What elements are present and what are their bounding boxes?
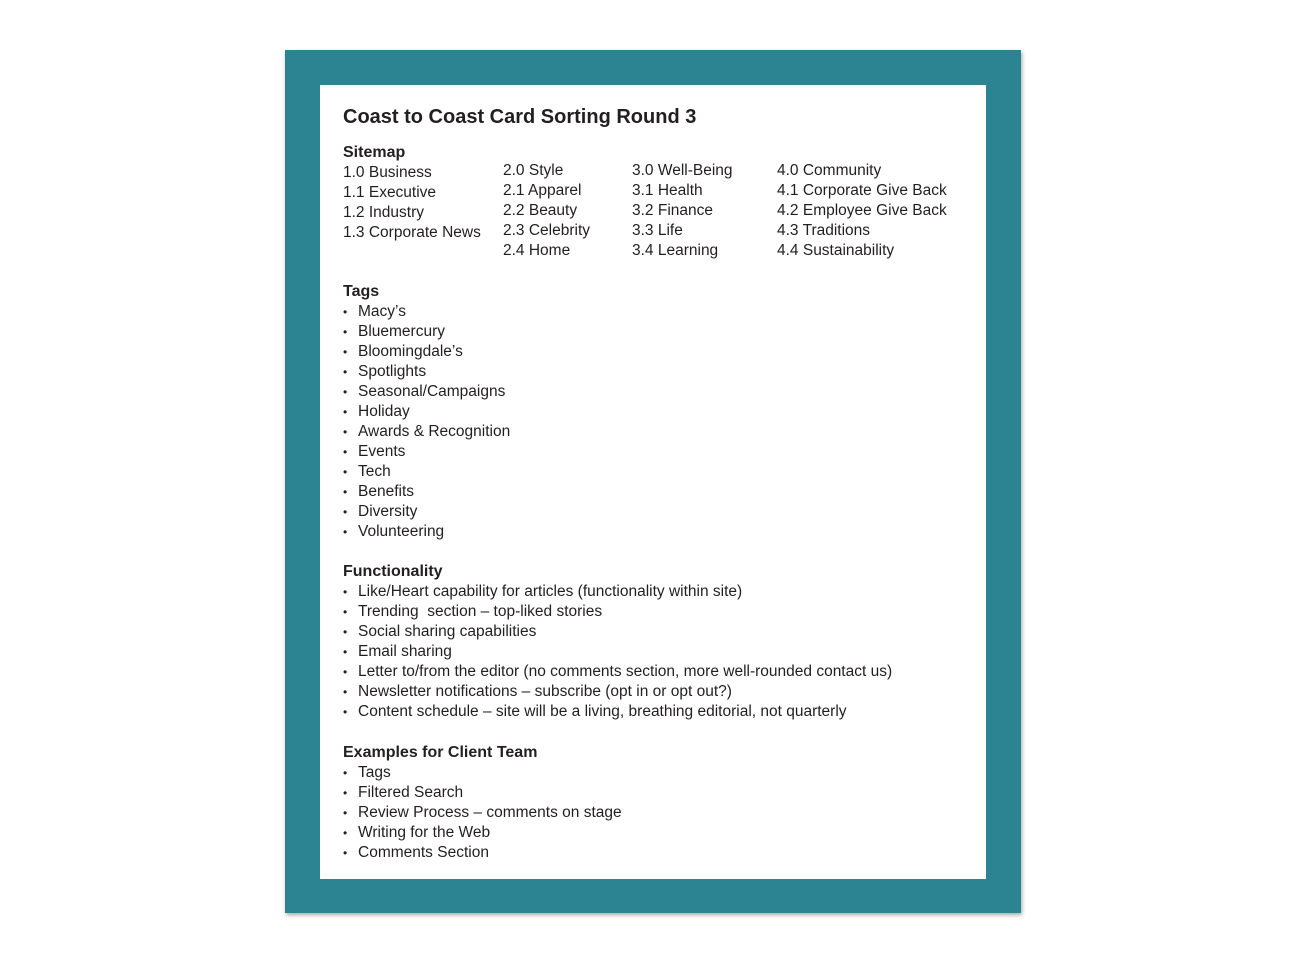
sitemap-column-business — [343, 163, 481, 243]
sitemap-heading: Sitemap — [343, 144, 406, 161]
bullet-icon: • — [343, 605, 348, 619]
list-item-text: Macy’s — [358, 303, 406, 320]
tags-list — [343, 302, 510, 542]
list-item-text: Letter to/from the editor (no comments section, more well-rounded contact us) — [358, 663, 893, 680]
sitemap-item: 4.1 Corporate Give Back — [777, 182, 947, 199]
sitemap-item: 1.3 Corporate News — [343, 224, 481, 241]
list-item — [343, 362, 510, 382]
list-item — [343, 783, 622, 803]
list-item — [343, 682, 892, 702]
list-item-text: Like/Heart capability for articles (functionality within site) — [358, 583, 743, 600]
bullet-icon: • — [343, 505, 348, 519]
list-item — [343, 422, 510, 442]
list-item — [343, 823, 622, 843]
list-item-text: Content schedule – site will be a living, breathing editorial, not quarterly — [358, 703, 847, 720]
bullet-icon: • — [343, 625, 348, 639]
list-item — [343, 662, 892, 682]
sitemap-item: 2.0 Style — [503, 162, 564, 179]
sitemap-item: 2.4 Home — [503, 242, 571, 259]
sitemap-column-style — [503, 161, 590, 261]
bullet-icon: • — [343, 786, 348, 800]
list-item-text: Social sharing capabilities — [358, 623, 537, 640]
tags-heading: Tags — [343, 283, 380, 300]
bullet-icon: • — [343, 645, 348, 659]
sitemap-item: 1.0 Business — [343, 164, 432, 181]
list-item-text: Events — [358, 443, 406, 460]
list-item-text: Newsletter notifications – subscribe (opt in or opt out?) — [358, 683, 732, 700]
examples-heading: Examples for Client Team — [343, 744, 538, 761]
list-item-text: Volunteering — [358, 523, 445, 540]
list-item-text: Trending section – top-liked stories — [358, 603, 603, 620]
bullet-icon: • — [343, 685, 348, 699]
bullet-icon: • — [343, 806, 348, 820]
functionality-heading: Functionality — [343, 563, 443, 580]
list-item-text: Bloomingdale’s — [358, 343, 463, 360]
list-item-text: Tech — [358, 463, 391, 480]
list-item — [343, 702, 892, 722]
list-item — [343, 342, 510, 362]
sitemap-item: 3.4 Learning — [632, 242, 719, 259]
document-page — [320, 85, 986, 879]
list-item-text: Diversity — [358, 503, 418, 520]
document-title: Coast to Coast Card Sorting Round 3 — [343, 106, 697, 128]
list-item-text: Tags — [358, 764, 391, 781]
bullet-icon: • — [343, 705, 348, 719]
examples-list — [343, 763, 622, 863]
bullet-icon: • — [343, 345, 348, 359]
list-item-text: Email sharing — [358, 643, 452, 660]
sitemap-item: 1.2 Industry — [343, 204, 424, 221]
bullet-icon: • — [343, 665, 348, 679]
sitemap-item: 3.3 Life — [632, 222, 683, 239]
bullet-icon: • — [343, 405, 348, 419]
sitemap-item: 1.1 Executive — [343, 184, 437, 201]
sitemap-item: 3.0 Well-Being — [632, 162, 733, 179]
list-item-text: Awards & Recognition — [358, 423, 511, 440]
list-item — [343, 622, 892, 642]
list-item — [343, 522, 510, 542]
sitemap-item: 4.0 Community — [777, 162, 882, 179]
bullet-icon: • — [343, 445, 348, 459]
bullet-icon: • — [343, 585, 348, 599]
document-frame — [285, 50, 1021, 913]
list-item — [343, 382, 510, 402]
list-item — [343, 602, 892, 622]
bullet-icon: • — [343, 485, 348, 499]
bullet-icon: • — [343, 365, 348, 379]
list-item-text: Review Process – comments on stage — [358, 804, 622, 821]
bullet-icon: • — [343, 425, 348, 439]
list-item-text: Writing for the Web — [358, 824, 491, 841]
sitemap-item: 4.2 Employee Give Back — [777, 202, 947, 219]
bullet-icon: • — [343, 305, 348, 319]
bullet-icon: • — [343, 525, 348, 539]
list-item-text: Spotlights — [358, 363, 427, 380]
list-item — [343, 402, 510, 422]
sitemap-column-community — [777, 161, 947, 261]
list-item — [343, 763, 622, 783]
sitemap-item: 2.1 Apparel — [503, 182, 582, 199]
bullet-icon: • — [343, 826, 348, 840]
bullet-icon: • — [343, 385, 348, 399]
list-item — [343, 502, 510, 522]
list-item-text: Benefits — [358, 483, 415, 500]
functionality-list — [343, 582, 892, 722]
list-item — [343, 843, 622, 863]
bullet-icon: • — [343, 465, 348, 479]
bullet-icon: • — [343, 766, 348, 780]
sitemap-item: 2.3 Celebrity — [503, 222, 591, 239]
list-item — [343, 582, 892, 602]
list-item-text: Holiday — [358, 403, 410, 420]
sitemap-item: 4.3 Traditions — [777, 222, 871, 239]
sitemap-item: 3.1 Health — [632, 182, 703, 199]
sitemap-item: 2.2 Beauty — [503, 202, 578, 219]
list-item-text: Seasonal/Campaigns — [358, 383, 506, 400]
list-item — [343, 442, 510, 462]
sitemap-column-well-being — [632, 161, 733, 261]
sitemap-item: 3.2 Finance — [632, 202, 713, 219]
sitemap-item: 4.4 Sustainability — [777, 242, 895, 259]
list-item — [343, 642, 892, 662]
list-item — [343, 462, 510, 482]
list-item — [343, 322, 510, 342]
list-item — [343, 803, 622, 823]
list-item-text: Filtered Search — [358, 784, 464, 801]
list-item-text: Comments Section — [358, 844, 489, 861]
list-item — [343, 482, 510, 502]
list-item-text: Bluemercury — [358, 323, 445, 340]
bullet-icon: • — [343, 846, 348, 860]
list-item — [343, 302, 510, 322]
bullet-icon: • — [343, 325, 348, 339]
